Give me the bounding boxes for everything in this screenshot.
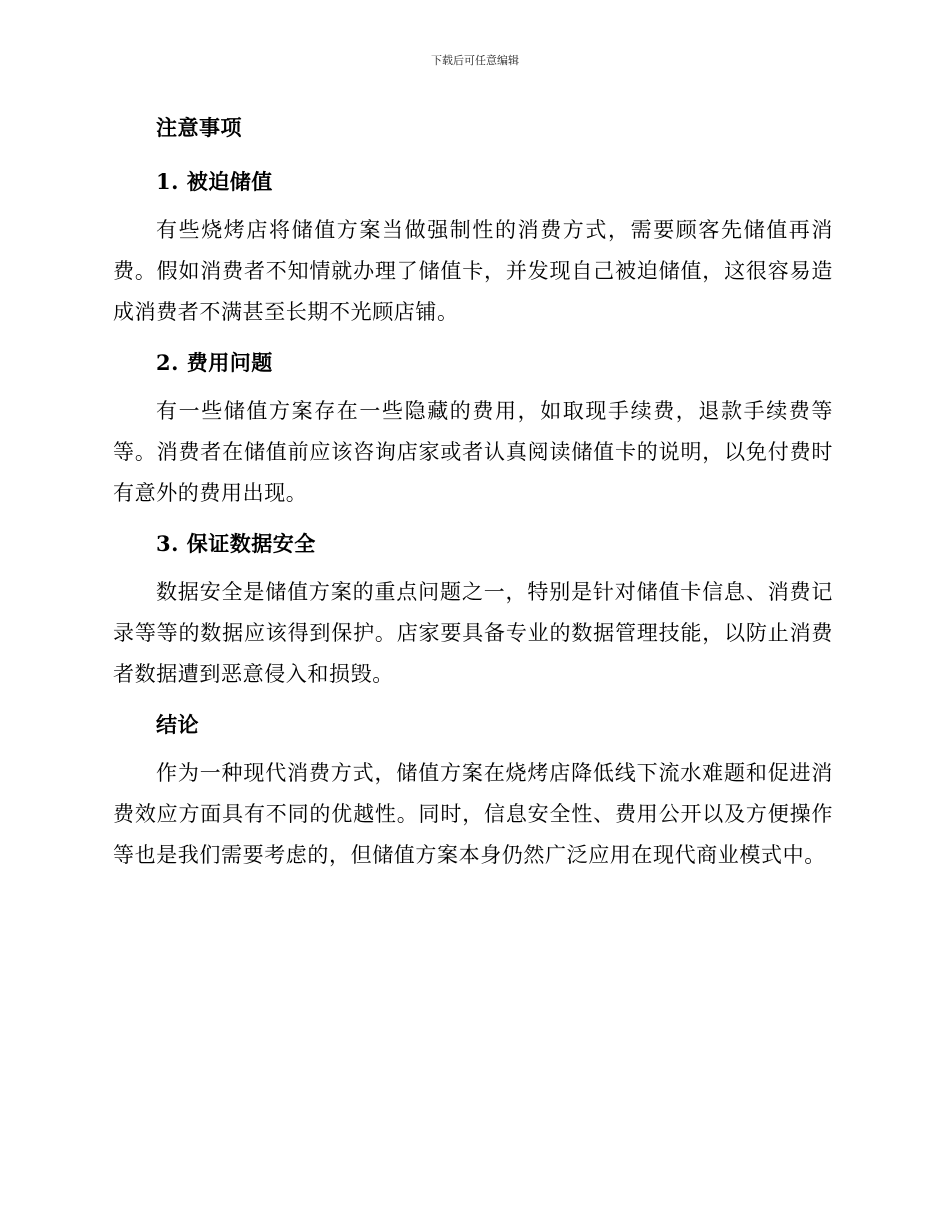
paragraph-fee-issues: 有一些储值方案存在一些隐藏的费用，如取现手续费，退款手续费等等。消费者在储值前应该咨询店家或者认真阅读储值卡的说明，以免付费时有意外的费用出现。 <box>113 399 833 505</box>
document-body <box>113 108 833 886</box>
page-header-note: 下载后可任意编辑 <box>431 54 519 67</box>
paragraph-data-security: 数据安全是储值方案的重点问题之一，特别是针对储值卡信息、消费记录等等的数据应该得到保护。店家要具备专业的数据管理技能，以防止消费者数据遭到恶意侵入和损毁。 <box>113 580 833 686</box>
section-heading-forced-deposit: 1. 被迫储值 <box>156 169 273 194</box>
paragraph-conclusion: 作为一种现代消费方式，储值方案在烧烤店降低线下流水难题和促进消费效应方面具有不同的优越性。同时，信息安全性、费用公开以及方便操作等也是我们需要考虑的，但储值方案本身仍然广泛应用在现代商业模式中。 <box>113 761 833 867</box>
section-heading-data-security: 3. 保证数据安全 <box>156 531 316 556</box>
section-heading-notes: 注意事项 <box>156 115 242 140</box>
section-heading-conclusion: 结论 <box>156 712 199 737</box>
section-heading-fee-issues: 2. 费用问题 <box>156 350 273 375</box>
paragraph-forced-deposit: 有些烧烤店将储值方案当做强制性的消费方式，需要顾客先储值再消费。假如消费者不知情就办理了储值卡，并发现自己被迫储值，这很容易造成消费者不满甚至长期不光顾店铺。 <box>113 218 833 324</box>
